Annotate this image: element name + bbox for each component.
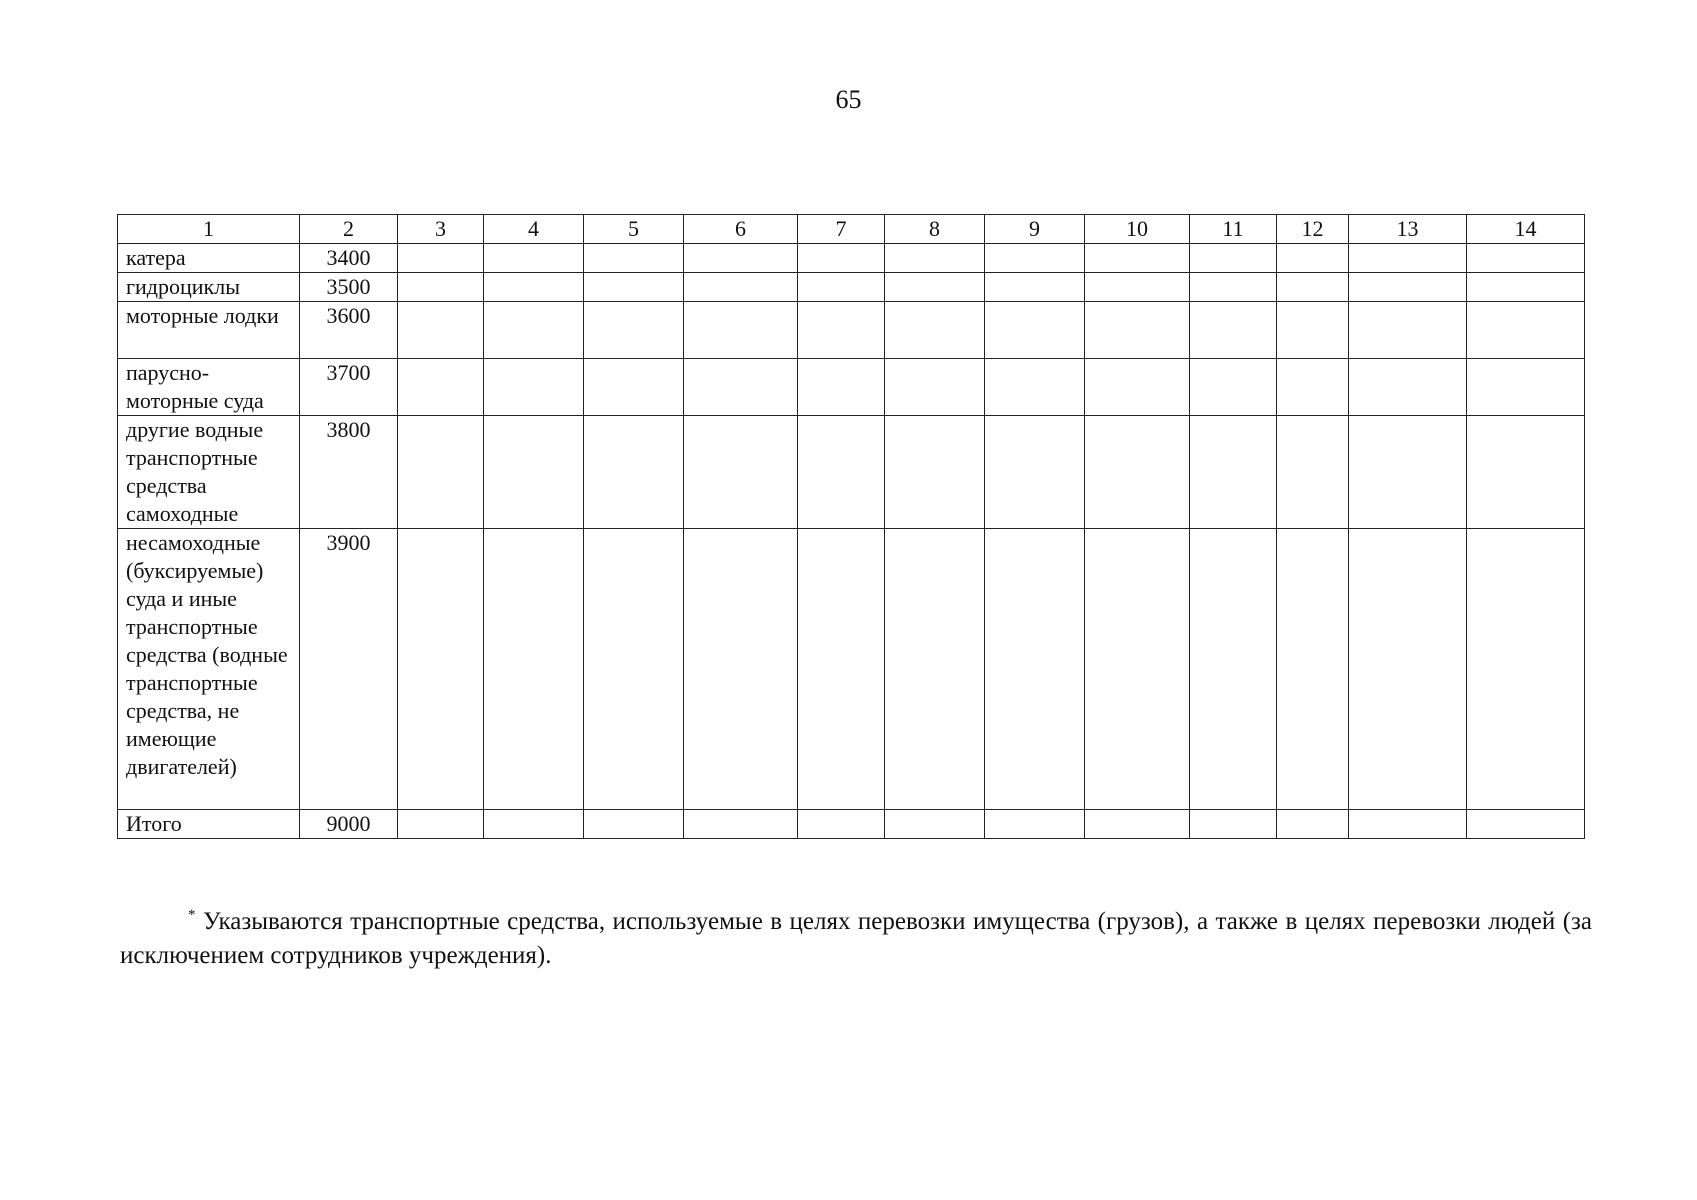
empty-cell	[1277, 244, 1349, 273]
table-row	[118, 529, 1585, 810]
total-label: Итого	[118, 810, 300, 839]
empty-cell	[398, 810, 484, 839]
empty-cell	[1190, 302, 1277, 359]
column-header: 8	[885, 215, 985, 244]
column-header: 2	[300, 215, 398, 244]
empty-cell	[398, 416, 484, 529]
empty-cell	[484, 302, 584, 359]
header-row	[118, 215, 1585, 244]
empty-cell	[684, 302, 798, 359]
empty-cell	[885, 244, 985, 273]
empty-cell	[1085, 273, 1190, 302]
empty-cell	[885, 273, 985, 302]
empty-cell	[1190, 244, 1277, 273]
table-row	[118, 359, 1585, 416]
empty-cell	[1467, 416, 1585, 529]
table-row	[118, 416, 1585, 529]
empty-cell	[985, 302, 1085, 359]
table-row	[118, 273, 1585, 302]
empty-cell	[1467, 359, 1585, 416]
row-code: 3900	[300, 529, 398, 810]
empty-cell	[1349, 273, 1467, 302]
empty-cell	[1467, 810, 1585, 839]
empty-cell	[798, 273, 885, 302]
empty-cell	[798, 416, 885, 529]
empty-cell	[1349, 529, 1467, 810]
row-code: 3700	[300, 359, 398, 416]
empty-cell	[885, 359, 985, 416]
empty-cell	[798, 359, 885, 416]
empty-cell	[985, 359, 1085, 416]
empty-cell	[398, 302, 484, 359]
empty-cell	[584, 302, 684, 359]
empty-cell	[1085, 416, 1190, 529]
empty-cell	[484, 810, 584, 839]
empty-cell	[1467, 302, 1585, 359]
empty-cell	[684, 529, 798, 810]
table-row	[118, 244, 1585, 273]
empty-cell	[798, 302, 885, 359]
empty-cell	[1349, 302, 1467, 359]
column-header: 4	[484, 215, 584, 244]
empty-cell	[684, 359, 798, 416]
empty-cell	[885, 529, 985, 810]
empty-cell	[985, 244, 1085, 273]
transport-table	[117, 214, 1585, 839]
column-header: 14	[1467, 215, 1585, 244]
empty-cell	[1190, 810, 1277, 839]
column-header: 7	[798, 215, 885, 244]
empty-cell	[1277, 416, 1349, 529]
column-header: 13	[1349, 215, 1467, 244]
empty-cell	[885, 416, 985, 529]
row-code: 3600	[300, 302, 398, 359]
empty-cell	[1349, 244, 1467, 273]
empty-cell	[1277, 302, 1349, 359]
column-header: 1	[118, 215, 300, 244]
empty-cell	[1190, 416, 1277, 529]
empty-cell	[484, 273, 584, 302]
empty-cell	[398, 359, 484, 416]
empty-cell	[584, 273, 684, 302]
row-name: другие водные транспортные средства самоходные	[118, 416, 300, 529]
footnote-marker: *	[188, 907, 196, 923]
total-code: 9000	[300, 810, 398, 839]
empty-cell	[398, 529, 484, 810]
empty-cell	[398, 244, 484, 273]
empty-cell	[1190, 359, 1277, 416]
empty-cell	[1349, 416, 1467, 529]
empty-cell	[484, 529, 584, 810]
page-number: 65	[835, 85, 862, 114]
empty-cell	[1190, 273, 1277, 302]
empty-cell	[985, 529, 1085, 810]
row-code: 3400	[300, 244, 398, 273]
empty-cell	[1085, 244, 1190, 273]
empty-cell	[1277, 359, 1349, 416]
empty-cell	[484, 244, 584, 273]
empty-cell	[584, 810, 684, 839]
empty-cell	[885, 302, 985, 359]
empty-cell	[484, 359, 584, 416]
total-row	[118, 810, 1585, 839]
empty-cell	[798, 810, 885, 839]
empty-cell	[985, 810, 1085, 839]
column-header: 5	[584, 215, 684, 244]
empty-cell	[684, 810, 798, 839]
row-name: моторные лодки	[118, 302, 300, 359]
column-header: 9	[985, 215, 1085, 244]
empty-cell	[584, 416, 684, 529]
empty-cell	[1085, 359, 1190, 416]
empty-cell	[985, 273, 1085, 302]
empty-cell	[1349, 359, 1467, 416]
empty-cell	[584, 529, 684, 810]
empty-cell	[798, 244, 885, 273]
empty-cell	[684, 416, 798, 529]
empty-cell	[1085, 810, 1190, 839]
empty-cell	[1277, 810, 1349, 839]
empty-cell	[1467, 273, 1585, 302]
empty-cell	[584, 244, 684, 273]
column-header: 6	[684, 215, 798, 244]
empty-cell	[398, 273, 484, 302]
footnote	[120, 905, 1592, 973]
empty-cell	[1349, 810, 1467, 839]
empty-cell	[1085, 529, 1190, 810]
column-header: 12	[1277, 215, 1349, 244]
empty-cell	[1085, 302, 1190, 359]
empty-cell	[584, 359, 684, 416]
column-header: 3	[398, 215, 484, 244]
footnote-text: Указываются транспортные средства, используемые в целях перевозки имущества (грузов), а также в целях перевозки людей (за исключением сотрудников учреждения).	[120, 908, 1592, 969]
empty-cell	[1277, 273, 1349, 302]
empty-cell	[1277, 529, 1349, 810]
row-name: гидроциклы	[118, 273, 300, 302]
empty-cell	[885, 810, 985, 839]
empty-cell	[1467, 529, 1585, 810]
row-code: 3500	[300, 273, 398, 302]
row-name: парусно-моторные суда	[118, 359, 300, 416]
column-header: 10	[1085, 215, 1190, 244]
column-header: 11	[1190, 215, 1277, 244]
empty-cell	[684, 273, 798, 302]
row-name: несамоходные (буксируемые) суда и иные транспортные средства (водные транспортные средства, не имеющие двигателей)	[118, 529, 300, 810]
table-row	[118, 302, 1585, 359]
empty-cell	[484, 416, 584, 529]
row-code: 3800	[300, 416, 398, 529]
empty-cell	[1467, 244, 1585, 273]
row-name: катера	[118, 244, 300, 273]
empty-cell	[985, 416, 1085, 529]
empty-cell	[684, 244, 798, 273]
empty-cell	[1190, 529, 1277, 810]
empty-cell	[798, 529, 885, 810]
